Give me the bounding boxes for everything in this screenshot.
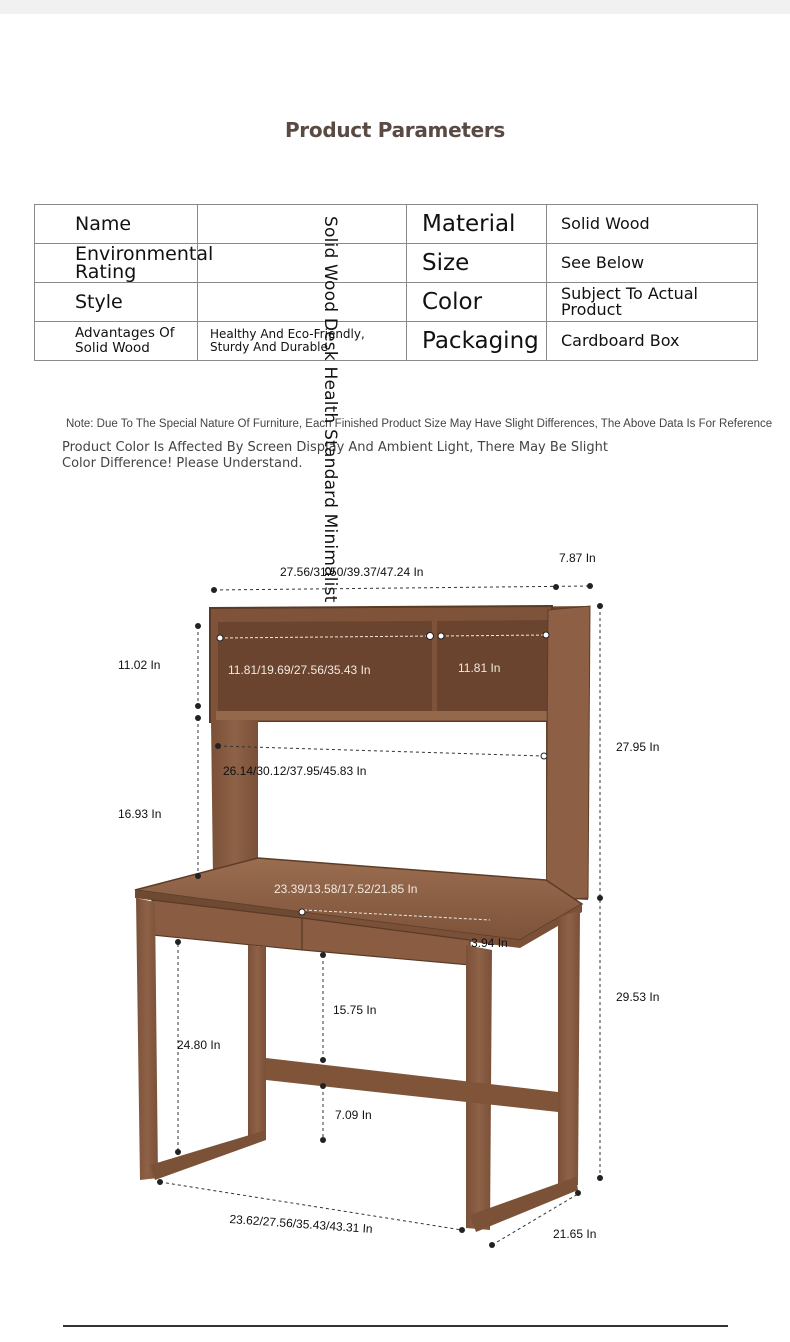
dim-hutch-height: 27.95 In bbox=[616, 740, 660, 754]
bottom-divider bbox=[63, 1325, 728, 1327]
param-label-environmental-rating: Environmental Rating bbox=[35, 244, 198, 283]
param-label-advantages: Advantages Of Solid Wood bbox=[35, 322, 198, 361]
dim-top-width: 27.56/31.50/39.37/47.24 In bbox=[280, 565, 424, 579]
dim-shelf-right-width: 11.81 In bbox=[458, 661, 501, 675]
param-label-name: Name bbox=[35, 205, 198, 244]
dim-drawer-height: 3.94 In bbox=[471, 936, 508, 950]
product-name-vertical: Solid Wood Desk Health Standard Minimalist bbox=[320, 216, 340, 603]
dim-top-depth: 7.87 In bbox=[559, 551, 596, 565]
dim-desk-height: 29.53 In bbox=[616, 990, 660, 1004]
param-label-style: Style bbox=[35, 283, 198, 322]
dim-base-width: 23.62/27.56/35.43/43.31 In bbox=[229, 1212, 374, 1236]
param-value-size: See Below bbox=[547, 244, 758, 283]
dim-stretcher-height: 7.09 In bbox=[335, 1108, 372, 1122]
note-text: Note: Due To The Special Nature Of Furniture, Each Finished Product Size May Have Slight Differences, The Above Data Is For Reference bbox=[66, 418, 773, 430]
color-note-text: Product Color Is Affected By Screen Display And Ambient Light, There May Be Slight Color Difference! Please Understand. bbox=[62, 440, 608, 471]
dim-shelf-left-width: 11.81/19.69/27.56/35.43 In bbox=[228, 663, 371, 677]
page-title: Product Parameters bbox=[284, 118, 506, 142]
param-label-material: Material bbox=[407, 205, 547, 244]
param-value-material: Solid Wood bbox=[547, 205, 758, 244]
param-label-packaging: Packaging bbox=[407, 322, 547, 361]
param-value-color: Subject To Actual Product bbox=[547, 283, 758, 322]
dim-shelf-height: 11.02 In bbox=[118, 658, 161, 672]
dim-drawer-width: 23.39/13.58/17.52/21.85 In bbox=[274, 882, 418, 896]
dim-hutch-gap-height: 16.93 In bbox=[118, 807, 162, 821]
dim-under-drawer-height: 15.75 In bbox=[333, 1003, 377, 1017]
param-value-advantages: Healthy And Eco-Friendly, Sturdy And Durable bbox=[198, 322, 407, 361]
dim-leg-height: 24.80 In bbox=[177, 1038, 221, 1052]
param-value-packaging: Cardboard Box bbox=[547, 322, 758, 361]
dim-hutch-inner-width: 26.14/30.12/37.95/45.83 In bbox=[223, 764, 367, 778]
dim-base-depth: 21.65 In bbox=[553, 1227, 597, 1241]
param-label-size: Size bbox=[407, 244, 547, 283]
param-label-color: Color bbox=[407, 283, 547, 322]
